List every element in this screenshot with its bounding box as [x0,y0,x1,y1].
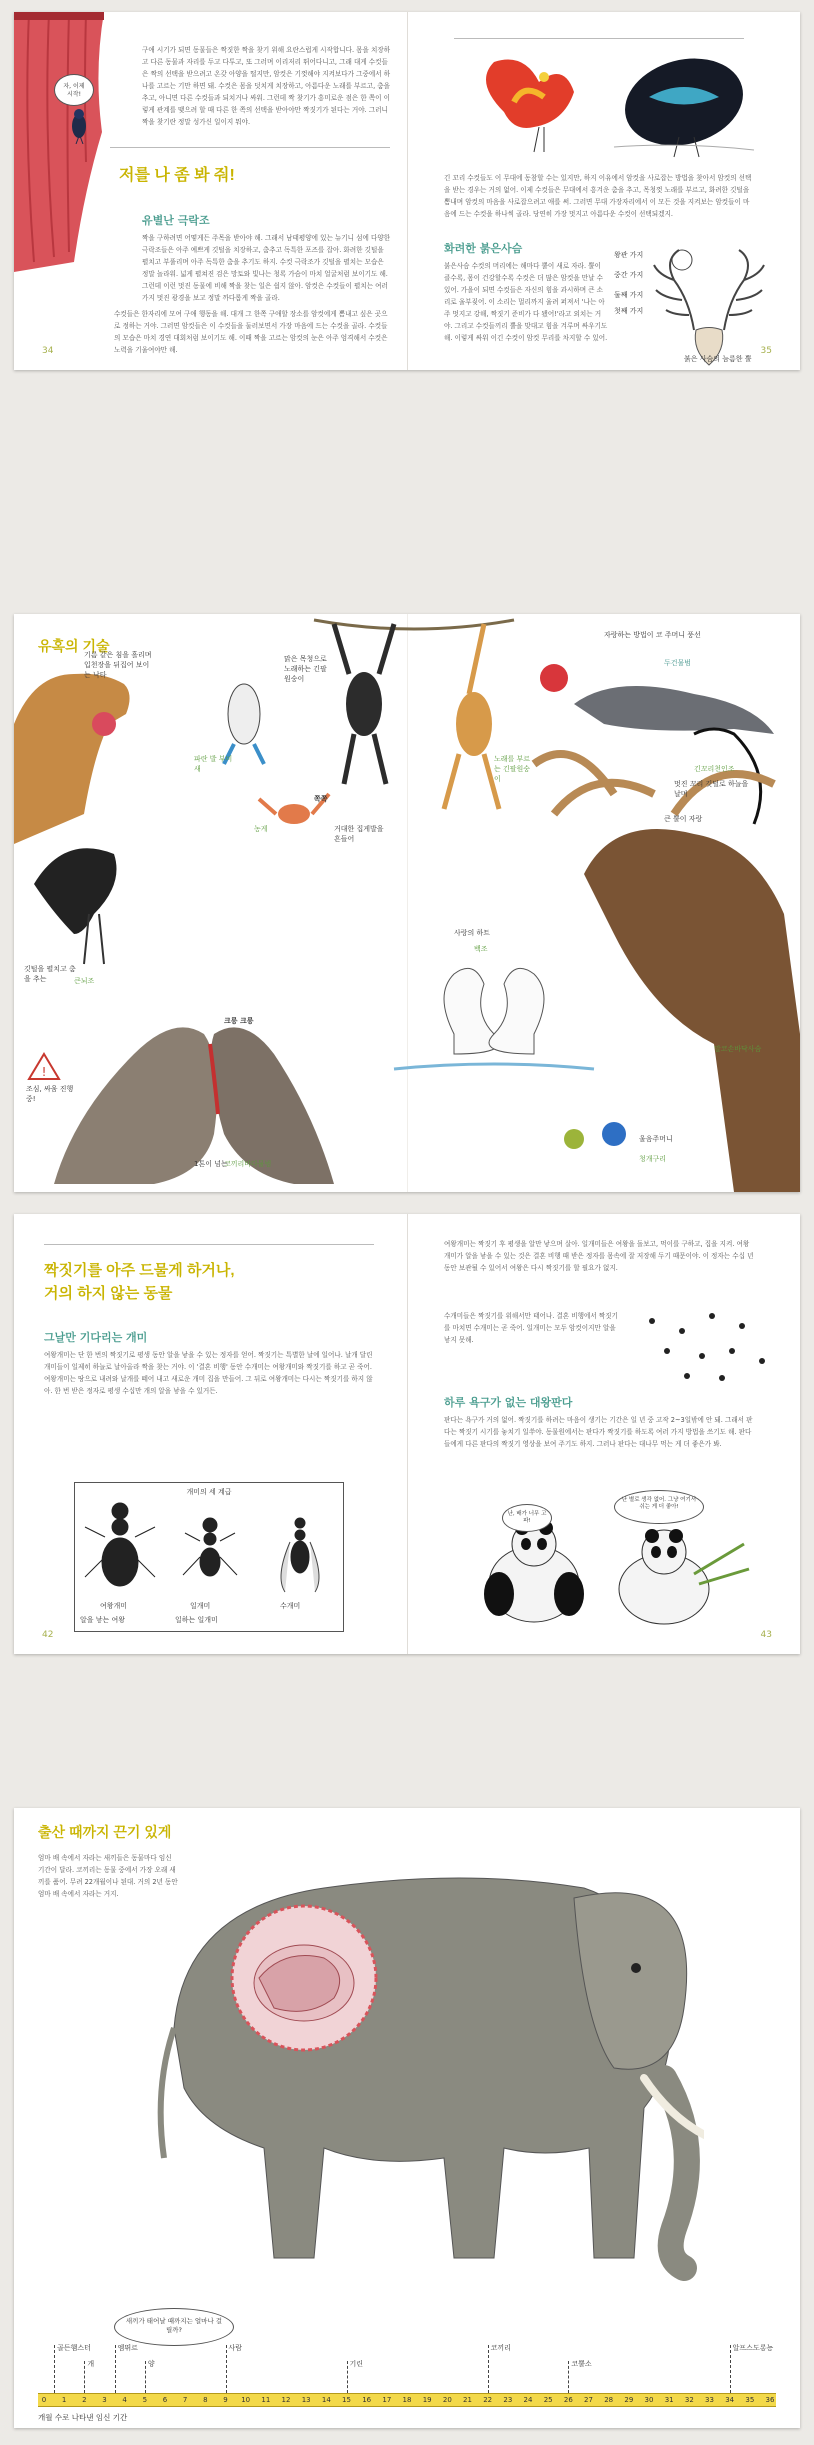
timeline-tick-label: 27 [584,2396,593,2404]
red-curtain-illustration [14,12,109,272]
section-paragraph-paradise-bird: 짝을 구하려면 어떻게든 주목을 받아야 해. 그래서 남태평양에 있는 뉴기니 섬에 다양한 극락조들은 아주 예쁘게 깃털을 치장하고, 춤추고 독특한 포즈를 잡아. 화려한 깃털을 펼치고 부풀리며 아주 독특한 춤을 추기도 하지. 수컷 극락조가 깃털을 펼치는 모습은 정말 놀라워. 넓게 펼쳐진 검은 망토와 빛나는 청록 가슴이 마치 얼굴처럼 보이기도 해. 그런데 이런 멋진 동물에 비해 짝을 찾는 일은 쉽지 않아. 암컷은 수컷들이 펼치는 여러 가지 멋진 광경을 보고 정말 까다롭게 짝을 골라. [142,234,391,302]
timeline-animal-label: 골든햄스터 [57,2344,91,2352]
timeline-animal-marker [115,2344,138,2393]
widowbird-note-label: 멋진 꼬리 깃털로 하늘을 날며 [674,780,749,798]
timeline-tick-label: 18 [402,2396,412,2404]
ant-sublabel-queen: 알을 낳는 여왕 [80,1616,126,1624]
page-gutter [407,1214,408,1654]
timeline-tick-label: 30 [644,2396,654,2404]
section-paragraph-paradise-bird-2: 수컷들은 한자리에 모여 구애 행동을 해. 대개 그 한쪽 구애할 장소를 암컷에게 뽐내고 싶은 곳으로 정하는 거야. 그러면 암컷들은 이 수컷들을 둘러보면서 가장 마음에 드는 수컷을 골라. 수컷들의 모습은 마치 경연 대회처럼 보이기도 해. 이때 짝을 고르는 암컷의 눈은 아주 엄격해서 수컷은 노력을 기울여야만 해. [114,310,388,354]
page-number-right: 35 [760,346,772,356]
timeline-tick-label: 3 [102,2396,107,2404]
section-heading-red-deer: 화려한 붉은사슴 [444,242,523,255]
timeline-labels [38,2343,776,2393]
timeline-animal-label: 코끼리 [490,2344,511,2352]
timeline-animal-marker [730,2344,774,2393]
page-number-right: 43 [760,1630,772,1640]
spread-rare-mating [14,1214,800,1654]
timeline-animal-label: 기린 [349,2360,364,2368]
section-heading-panda: 하루 욕구가 없는 대왕판다 [444,1396,573,1409]
top-rule-right [454,38,744,39]
ant-label-queen: 여왕개미 [100,1602,128,1610]
timeline-animal-label: 엠뛰르 [117,2344,138,2352]
timeline-tick-label: 22 [483,2396,493,2404]
page-title: 출산 때까지 끈기 있게 [38,1824,172,1840]
crab-note-label: 거대한 집게발을 흔들어 [334,825,384,843]
gibbon2-label: 노래를 부르는 긴팔원숭이 [494,755,531,783]
timeline-tick-label: 16 [362,2396,372,2404]
right-intro-paragraph: 긴 꼬리 수컷들도 이 무대에 동참할 수는 있지만, 하지 이유에서 암컷을 사로잡는 방법을 찾아서 암컷의 선택을 받는 경우는 거의 없어. 이제 수컷들은 무대에서 흥겨운 춤을 추고, 목청껏 노래를 부르고, 화려한 깃털을 뽐내며 암컷의 마음을 사로잡으려고 애를 써. 그러면 무대 가장자리에서 이 모든 것을 지켜보는 암컷들이 마음에 드는 수컷을 하나씩 골라. 당연히 가장 멋지고 아름다운 수컷이 선택되겠지. [444,174,752,218]
widowbird-label: 긴꼬리천인조 [694,765,735,773]
section-paragraph-panda: 판다는 욕구가 거의 없어. 짝짓기를 하려는 마음이 생기는 기간은 일 년 중 고작 2~3일밖에 안 돼. 그래서 판다는 짝짓기 시기를 놓치기 일쑤야. 동물원에서는 판다가 짝짓기를 하도록 여러 가지 방법을 쓰기도 해. 판다들에게 다른 판다의 짝짓기 영상을 보여 주기도 하지. 그러나 판다는 대나무 먹는 게 더 좋은가 봐. [444,1416,753,1448]
swan-label: 백조 [474,945,488,953]
elephant-illustration [144,1828,704,2288]
page-title: 저를 나 좀 봐 줘! [119,167,235,184]
timeline-tick-label: 14 [321,2396,331,2404]
ant-label-male: 수개미 [280,1602,301,1610]
camel-label: 기름 같은 침을 흘리며 입천장을 뒤집어 보이는 낙타 [84,651,152,679]
timeline-tick-label: 20 [442,2396,452,2404]
timeline-tick-label: 33 [705,2396,714,2404]
timeline-ruler [38,2393,776,2407]
timeline-tick-label: 25 [543,2396,553,2404]
seal-note-label: 자랑하는 방법이 코 주머니 풍선 [604,631,701,639]
deer-label-second: 둘째 가지 [614,291,644,299]
timeline-caption: 개월 수로 나타낸 임신 기간 [38,2413,128,2422]
intro-paragraph: 구애 시기가 되면 동물들은 짝짓한 짝을 찾기 위해 요란스럽게 시작합니다. 몸을 치장하고 다른 동물과 자리를 두고 다투고, 또 그러며 이리저리 뛰어다니고, 그래 대게 수컷들은 짝의 선택을 받으려고 온갖 아양을 떨지만, 암컷은 기껏해야 지켜보다가 그중에서 하나를 고르는 기만 하면 돼. 수컷은 몸을 덧치게 치장하고, 아름다운 노래를 부르고, 춤을 추고, 아니면 다른 수컷들과 되치거나 싸워. 그런데 짝 찾기가 흥미로운 점은 한 쪽이 이렇게 관계를 맺으려 할 때 다른 한 쪽의 선택을 받아야만 짝짓기가 된다는 거야. 그러니 짝을 찾기란 정말 성가신 일이지 뭐야. [142,46,391,126]
page-number-left: 34 [42,346,54,356]
spread-paradise-bird [14,12,800,370]
timeline-tick-label: 0 [41,2396,47,2404]
kiss-sound-label: 쪽쪽 [314,795,328,803]
elephant-seal-note-label: 1톤이 넘는 [194,1160,228,1168]
timeline-tick-label: 17 [382,2396,392,2404]
timeline-tick-label: 4 [122,2396,127,2404]
deer-caption: 붉은 사슴의 늠름한 뿔 [684,355,752,363]
timeline-tick-label: 36 [765,2396,775,2404]
timeline-animal-marker [226,2344,243,2393]
timeline-animal-label: 코뿔소 [571,2360,592,2368]
crab-label: 농게 [254,825,268,833]
spread-seduction [14,614,800,1192]
timeline-animal-label: 사람 [228,2344,243,2352]
timeline-animal-marker [84,2360,95,2393]
ant-label-worker: 일개미 [190,1602,211,1610]
timeline-tick-label: 34 [725,2396,735,2404]
pandas-illustration [454,1514,754,1634]
timeline-tick-label: 28 [604,2396,614,2404]
page-gutter [407,12,408,370]
timeline-tick-label: 15 [342,2396,351,2404]
page-title-line1: 짝짓기를 아주 드물게 하거나, [44,1262,235,1279]
deer-label-crown: 왕관 가지 [614,251,644,259]
moose-label: 말코손바닥사슴 [714,1045,762,1053]
panda-speech-bubble-2: 난 별로 생각 없어. 그냥 여기서 쉬는 게 더 좋아! [614,1490,704,1524]
section-paragraph-ant: 여왕개미는 단 한 번의 짝짓기로 평생 동안 알을 낳을 수 있는 정자를 얻어. 짝짓기는 특별한 날에 일어나. 날개 달린 개미들이 일제히 하늘로 날아올라 짝을 찾는 거야. 이 '결혼 비행' 동안 수개미는 여왕개미와 짝짓기를 하고 곧 죽어. 여왕개미는 땅으로 내려와 날개를 떼어 내고 새로운 개미 집을 만들어. 그 뒤로 여왕개미는 다시는 짝짓기를 하지 않아. 한 번 받은 정자로 평생 수십만 개의 알을 낳을 수 있거든. [44,1351,373,1395]
seal-label: 두건물범 [664,659,692,667]
frog-label: 청개구리 [639,1155,667,1163]
svg-text:!: ! [41,1065,47,1079]
spread-pregnancy [14,1808,800,2428]
timeline-tick-label: 6 [162,2396,168,2404]
section-heading-ant: 그날만 기다리는 개미 [44,1331,148,1344]
timeline-animal-marker [347,2360,364,2393]
timeline-tick-label: 26 [563,2396,573,2404]
right-intro-paragraph-2: 수개미들은 짝짓기를 위해서만 태어나. 결혼 비행에서 짝짓기를 마치면 수개미는 곧 죽어. 일개미는 모두 암컷이지만 알을 낳지 못해. [444,1312,618,1344]
timeline-animal-marker [54,2344,91,2393]
curtain-speech-bubble: 자, 이제 시작! [54,74,94,106]
title-rule [110,147,390,148]
timeline-animal-label: 개 [87,2360,95,2368]
ant-drawings [75,1497,345,1597]
elephant-seal-label: 코끼리바다물범 [224,1160,272,1168]
timeline-animal-label: 양 [147,2360,155,2368]
timeline-tick-label: 8 [203,2396,208,2404]
frog-note-label: 울음주머니 [639,1135,673,1143]
turkey-label: 큰뇌조 [74,977,95,985]
turkey-note-label: 깃털을 펼치고 춤을 추는 [24,965,76,983]
question-speech-bubble: 새끼가 태어날 때까지는 얼마나 걸릴까? [114,2308,234,2346]
timeline-tick-label: 2 [82,2396,87,2404]
deer-label-middle: 중간 가지 [614,271,644,279]
page-title-line2: 거의 하지 않는 동물 [44,1285,173,1302]
page-title: 유혹의 기술 [38,638,110,654]
timeline-tick-label: 7 [182,2396,188,2404]
timeline-animal-marker [145,2360,155,2393]
swan-note-label: 사랑의 하트 [454,929,491,937]
timeline-tick-label: 24 [523,2396,533,2404]
timeline-tick-label: 5 [142,2396,148,2404]
section-paragraph-red-deer: 붉은사슴 수컷의 머리에는 해마다 뿔이 새로 자라. 뿔이 클수록, 몸이 건강할수록 수컷은 더 많은 암컷을 만날 수 있어. 가을이 되면 수컷들은 자신의 힘을 과시하며 큰 소리로 울부짖어. 이 소리는 멀리까지 울려 퍼져서 '나는 아주 멋지고 강해, 짝짓기 준비가 다 됐어!'라고 외치는 거야. 그리고 수컷들끼리 뿔을 맞대고 힘을 겨루며 싸우기도 해. 이렇게 싸워 이긴 수컷이 암컷 무리를 차지할 수 있어. [444,262,608,342]
ant-caste-box [74,1482,344,1632]
ant-box-title: 개미의 세 계급 [186,1488,232,1496]
small-bird-illustration [66,108,92,144]
timeline-ticks [38,2394,776,2406]
seduction-animals-illustration [14,614,800,1192]
timeline-tick-label: 29 [624,2396,634,2404]
timeline-tick-label: 32 [684,2396,694,2404]
timeline-animal-marker [568,2360,592,2393]
timeline-tick-label: 23 [503,2396,513,2404]
timeline-tick-label: 10 [241,2396,251,2404]
timeline-tick-label: 9 [223,2396,228,2404]
timeline-tick-label: 11 [261,2396,271,2404]
timeline-tick-label: 13 [301,2396,311,2404]
gibbon-label: 맑은 목청으로 노래하는 긴팔원숭이 [284,655,327,683]
timeline-animal-marker [488,2344,511,2393]
timeline-tick-label: 35 [745,2396,755,2404]
ant-sublabel-worker: 일하는 일개미 [175,1616,218,1624]
timeline-tick-label: 12 [281,2396,291,2404]
timeline-tick-label: 21 [463,2396,472,2404]
timeline-animal-label: 알프스도롱뇽 [732,2344,774,2352]
roar-sound-label: 크릉 크릉 [224,1017,254,1025]
deer-label-first: 첫째 가지 [614,307,644,315]
flying-ants-illustration [632,1306,782,1386]
section-heading-paradise-bird: 유별난 극락조 [142,214,210,227]
panda-speech-bubble-1: 난, 배가 너무 고파! [502,1504,552,1532]
page-number-left: 42 [42,1630,54,1640]
timeline-tick-label: 19 [422,2396,432,2404]
title-rule [44,1244,374,1245]
intro-paragraph: 엄마 배 속에서 자라는 새끼들은 동물마다 임신 기간이 달라. 코끼리는 동물 중에서 가장 오래 새끼를 품어. 무려 22개월이나 된대. 거의 2년 동안 엄마 배 속에서 자라는 거지. [38,1854,178,1898]
paradise-birds-illustration [444,42,764,162]
timeline-tick-label: 31 [664,2396,674,2404]
right-intro-paragraph: 여왕개미는 짝짓기 후 평생을 알만 낳으며 살아. 일개미들은 여왕을 돌보고, 먹이를 구하고, 집을 지켜. 여왕개미가 알을 낳을 수 있는 것은 결혼 비행 때 받은 정자를 몸속에 잘 저장해 두기 때문이야. 이 정자는 수십 년 동안 보관될 수 있어서 여왕은 다시 짝짓기를 할 필요가 없지. [444,1240,754,1272]
moose-note-label: 큰 뿔이 자랑 [664,815,703,823]
booby-label: 파란 발 부비새 [194,755,233,773]
warning-label: 조심, 싸움 진행중! [26,1085,74,1103]
timeline-tick-label: 1 [61,2396,67,2404]
